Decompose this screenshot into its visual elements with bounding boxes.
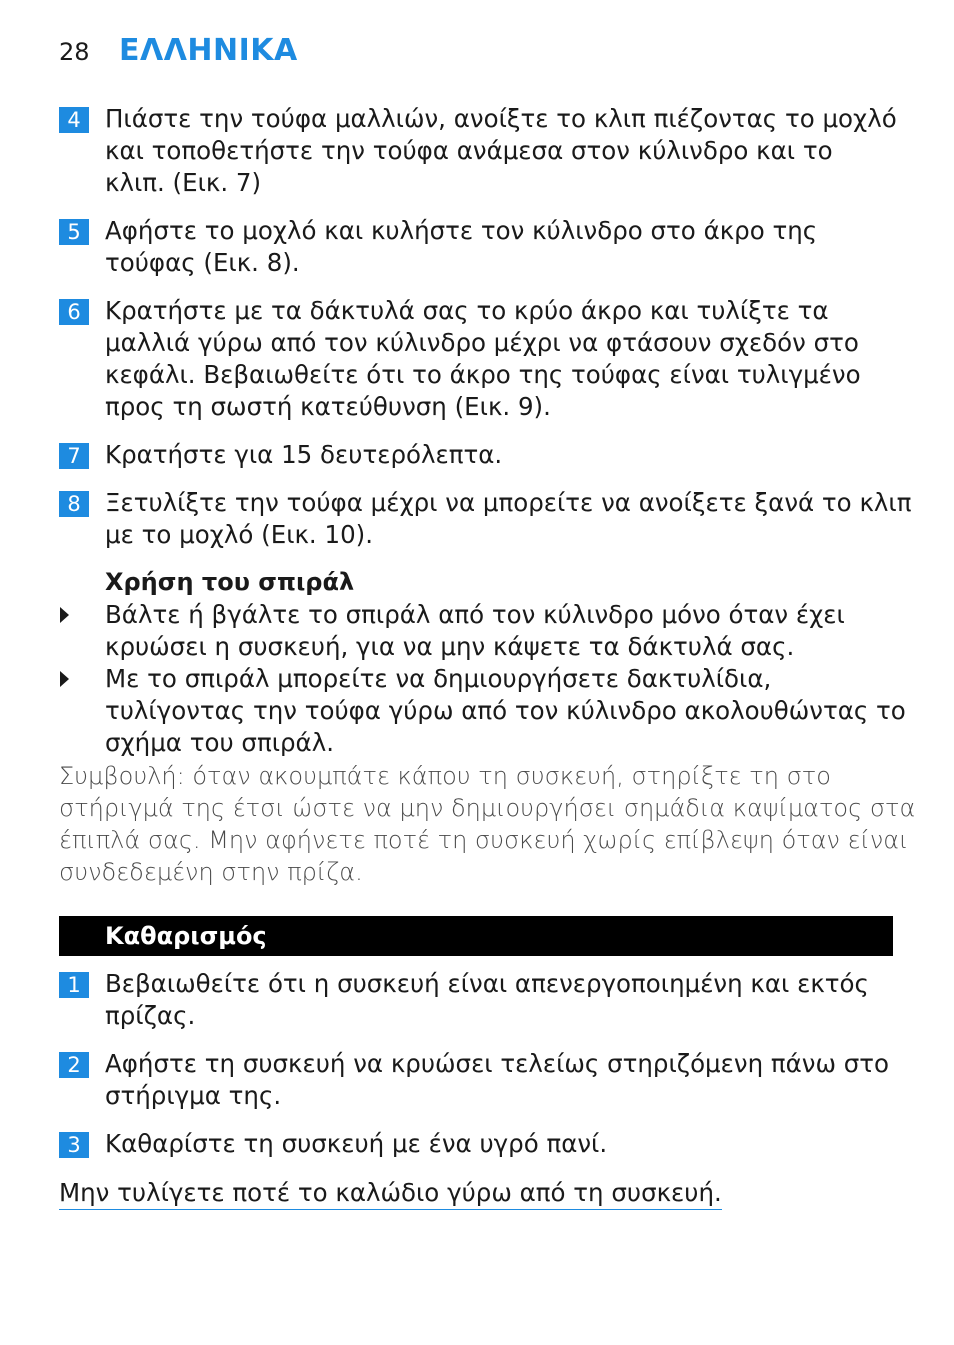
step-number: 4 [59, 107, 89, 133]
text-line: και τοποθετήστε την τούφα ανάμεσα στον κύλινδρο και το [105, 136, 833, 165]
text-line: κρυώσει η συσκευή, για να μην κάψετε τα δάκτυλά σας. [105, 632, 795, 661]
text-line: Κρατήστε με τα δάκτυλά σας το κρύο άκρο και τυλίξτε τα [105, 296, 829, 325]
text-line: με το μοχλό (Εικ. 10). [105, 520, 374, 549]
cleaning-step-item-1 [59, 968, 899, 1032]
step-item-5 [59, 215, 899, 279]
step-item-7 [59, 439, 899, 471]
text-line: έπιπλά σας. Μην αφήνετε ποτέ τη συσκευή χωρίς επίβλεψη όταν είναι [59, 826, 909, 854]
text-line: κλιπ. (Εικ. 7) [105, 168, 262, 197]
text-line: Ξετυλίξτε την τούφα μέχρι να μπορείτε να ανοίξετε ξανά το κλιπ [105, 488, 912, 517]
language-heading: ΕΛΛΗΝΙΚΑ [119, 33, 298, 68]
step-number: 6 [59, 299, 89, 325]
right-triangle-bullet-icon [59, 669, 71, 689]
right-triangle-bullet-icon [59, 605, 71, 625]
page-number: 28 [59, 38, 90, 66]
text-line: Πιάστε την τούφα μαλλιών, ανοίξτε το κλιπ πιέζοντας το μοχλό [105, 104, 897, 133]
bullet-item [59, 663, 906, 759]
step-text [105, 1128, 899, 1160]
text-line: Αφήστε τη συσκευή να κρυώσει τελείως στηριζόμενη πάνω στο [105, 1049, 890, 1078]
text-line: Βάλτε ή βγάλτε το σπιράλ από τον κύλινδρο μόνο όταν έχει [105, 600, 845, 629]
text-line: μαλλιά γύρω από τον κύλινδρο μέχρι να φτάσουν σχεδόν στο [105, 328, 859, 357]
step-item-4 [59, 103, 899, 199]
step-text [105, 1048, 899, 1112]
cleaning-step-item-3 [59, 1128, 899, 1160]
text-line: τούφας (Εικ. 8). [105, 248, 300, 277]
step-number: 2 [59, 1052, 89, 1078]
text-line: σχήμα του σπιράλ. [105, 728, 334, 757]
warning-note: Μην τυλίγετε ποτέ το καλώδιο γύρω από τη συσκευή. [59, 1177, 722, 1210]
step-text [105, 968, 899, 1032]
text-line: πρίζας. [105, 1001, 196, 1030]
step-number: 7 [59, 443, 89, 469]
cleaning-section-header [59, 916, 893, 956]
step-item-8 [59, 487, 912, 551]
step-number: 8 [59, 491, 89, 517]
text-line: στήριγμά της έτσι ώστε να μην δημιουργήσει σημάδια καψίματος στα [59, 794, 916, 822]
text-line: Κρατήστε για 15 δευτερόλεπτα. [105, 440, 503, 469]
step-item-6 [59, 295, 899, 423]
step-number: 5 [59, 219, 89, 245]
cleaning-step-item-2 [59, 1048, 899, 1112]
text-line: Αφήστε το μοχλό και κυλήστε τον κύλινδρο στο άκρο της [105, 216, 818, 245]
text-line: Καθαρίστε τη συσκευή με ένα υγρό πανί. [105, 1129, 608, 1158]
text-line: Με το σπιράλ μπορείτε να δημιουργήσετε δακτυλίδια, [105, 664, 772, 693]
bullet-text [105, 599, 899, 663]
text-line: Συμβουλή: όταν ακουμπάτε κάπου τη συσκευή, στηρίξτε τη στο [59, 762, 831, 790]
text-line: τυλίγοντας την τούφα γύρω από τον κύλινδρο ακολουθώντας το [105, 696, 906, 725]
text-line: Βεβαιωθείτε ότι η συσκευή είναι απενεργοποιημένη και εκτός [105, 969, 869, 998]
step-number: 1 [59, 972, 89, 998]
text-line: κεφάλι. Βεβαιωθείτε ότι το άκρο της τούφας είναι τυλιγμένο [105, 360, 861, 389]
text-line: συνδεδεμένη στην πρίζα. [59, 858, 363, 886]
bullet-text [105, 663, 906, 759]
step-number: 3 [59, 1132, 89, 1158]
text-line: προς τη σωστή κατεύθυνση (Εικ. 9). [105, 392, 551, 421]
text-line: στήριγμα της. [105, 1081, 282, 1110]
step-text [105, 439, 899, 471]
bullet-item [59, 599, 899, 663]
step-text [105, 215, 899, 279]
spiral-subheading: Χρήση του σπιράλ [105, 568, 355, 596]
step-text [105, 487, 912, 551]
tip-text [59, 760, 916, 888]
step-text [105, 103, 899, 199]
step-text [105, 295, 899, 423]
section-title: Καθαρισμός [105, 922, 267, 950]
